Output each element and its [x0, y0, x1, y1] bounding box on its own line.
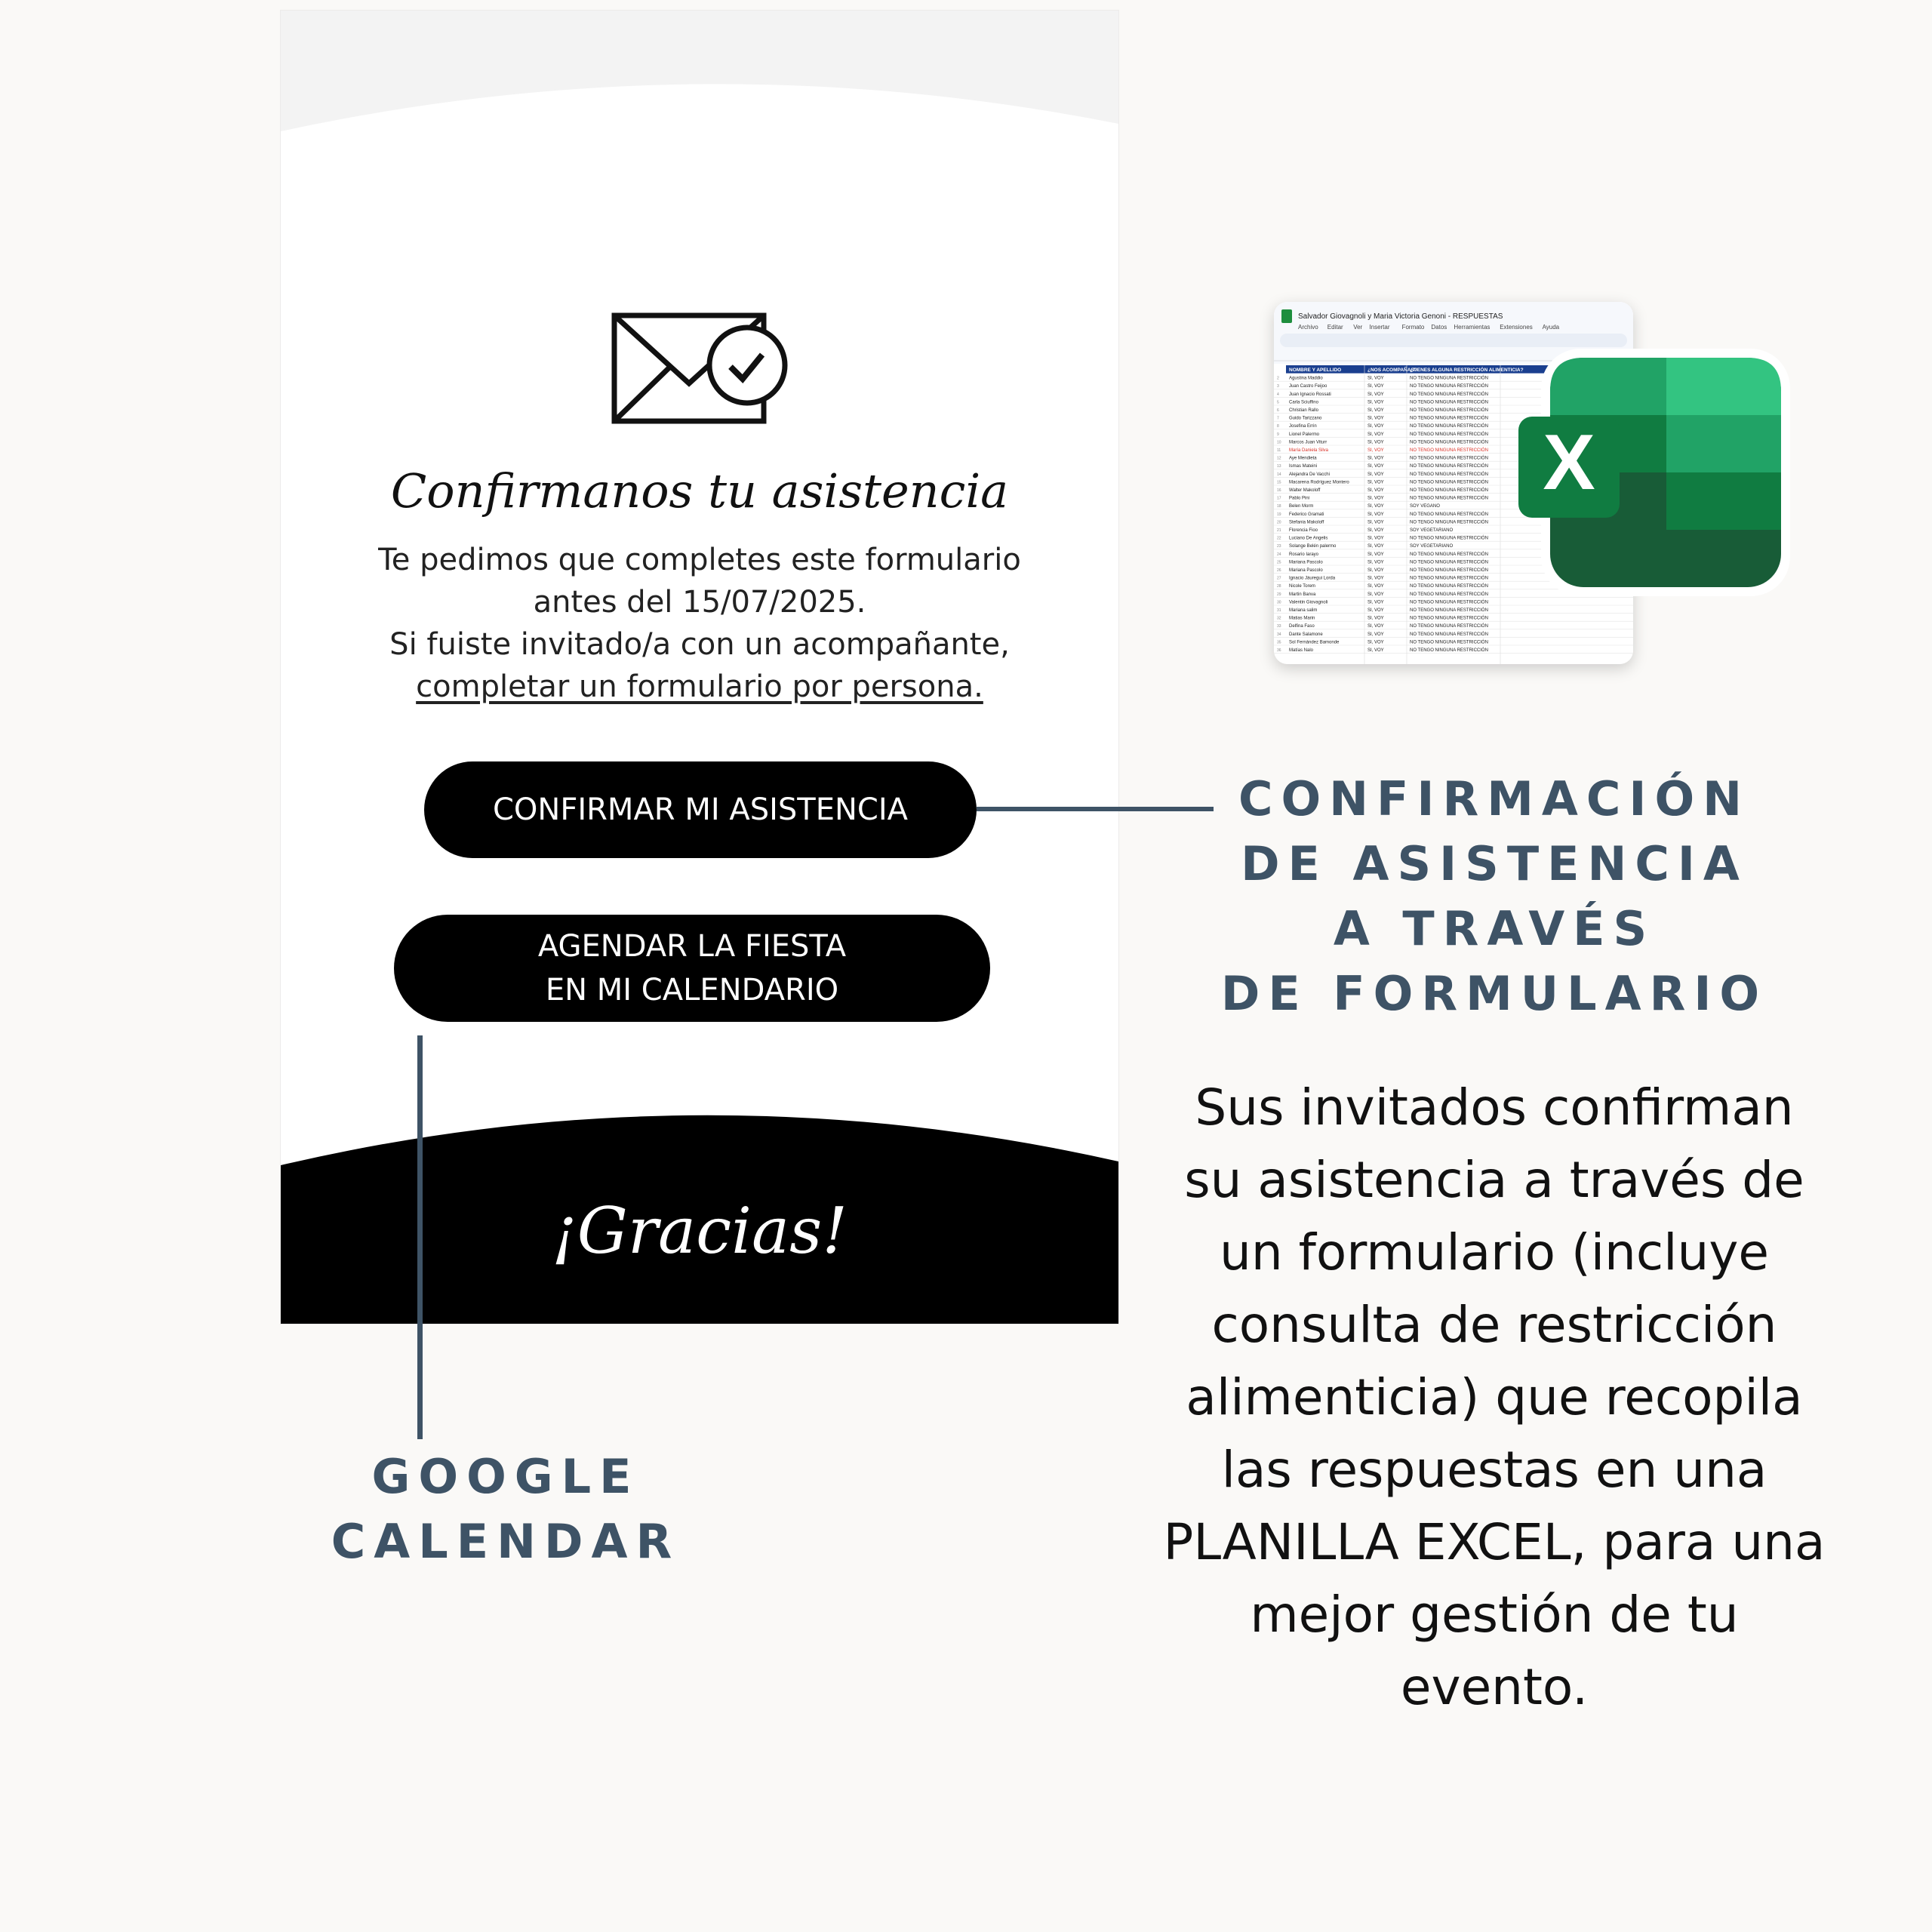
sheet-cell: SI, VOY: [1367, 512, 1384, 517]
sheet-cell: SI, VOY: [1367, 576, 1384, 581]
sheet-cell: NO TENGO NINGUNA RESTRICCIÓN: [1410, 648, 1488, 653]
excel-letter: X: [1543, 419, 1595, 506]
envelope-check-icon: [611, 305, 794, 433]
sheet-row-number: 15: [1277, 480, 1281, 485]
sheet-row-number: 18: [1277, 504, 1281, 509]
sheet-cell: SI, VOY: [1367, 416, 1384, 421]
sheet-cell: SI, VOY: [1367, 488, 1384, 493]
sheet-cell: SI, VOY: [1367, 424, 1384, 429]
sheet-cell: NO TENGO NINGUNA RESTRICCIÓN: [1410, 432, 1488, 437]
form-title: Confirmanos tu asistencia: [390, 463, 1009, 518]
sheet-cell: María Daniela Silva: [1289, 448, 1329, 453]
sheet-cell: Christian Rallo: [1289, 408, 1319, 413]
sheet-cell: SI, VOY: [1367, 632, 1384, 637]
sheet-cell: Ignacio Jáuregui Lorda: [1289, 576, 1336, 581]
sheet-cell: Belen Morm: [1289, 504, 1314, 509]
sheet-row-number: 19: [1277, 512, 1281, 517]
sheet-header-cell: NOMBRE Y APELLIDO: [1289, 368, 1342, 373]
sheet-row-number: 32: [1277, 616, 1281, 621]
sheet-cell: NO TENGO NINGUNA RESTRICCIÓN: [1410, 576, 1488, 581]
sheet-cell: SI, VOY: [1367, 584, 1384, 589]
sheet-cell: Macarena Rodríguez Montero: [1289, 480, 1349, 485]
calendar-feature-heading: [302, 1444, 709, 1574]
instruction-line: Si fuiste invitado/a con un acompañante,: [389, 627, 1010, 662]
sheet-cell: SI, VOY: [1367, 544, 1384, 549]
sheet-cell: Walter Makoloff: [1289, 488, 1321, 493]
heading-line: CONFIRMACIÓN: [1238, 771, 1751, 826]
sheet-cell: Matías Nalo: [1289, 648, 1314, 653]
sheets-logo-icon: [1281, 309, 1292, 323]
sheet-cell: SI, VOY: [1367, 640, 1384, 645]
sheet-cell: NO TENGO NINGUNA RESTRICCIÓN: [1410, 616, 1488, 621]
sheet-row-number: 33: [1277, 624, 1281, 629]
sheet-cell: NO TENGO NINGUNA RESTRICCIÓN: [1410, 488, 1488, 493]
sheet-cell: Federico Gramati: [1289, 512, 1324, 517]
sheet-cell: Lionel Palermo: [1289, 432, 1320, 437]
sheet-cell: SOY VEGETARIANO: [1410, 544, 1454, 549]
sheet-cell: SI, VOY: [1367, 400, 1384, 405]
sheet-cell: Juan Castro Feijoo: [1289, 384, 1327, 389]
calendar-button-label: AGENDAR LA FIESTA: [537, 929, 847, 964]
sheet-cell: SI, VOY: [1367, 432, 1384, 437]
sheet-cell: SOY VEGETARIANO: [1410, 528, 1454, 533]
form-connector-line: [977, 807, 1214, 811]
sheet-cell: Ismas Mateini: [1289, 464, 1318, 469]
sheet-row-number: 25: [1277, 560, 1281, 565]
sheet-row-number: 20: [1277, 520, 1281, 525]
sheet-cell: NO TENGO NINGUNA RESTRICCIÓN: [1410, 392, 1488, 397]
sheet-cell: NO TENGO NINGUNA RESTRICCIÓN: [1410, 640, 1488, 645]
sheet-row-number: 35: [1277, 640, 1281, 645]
form-instructions: [281, 539, 1118, 708]
sheet-cell: Nicole Torem: [1289, 584, 1315, 589]
sheet-cell: Juan Ignacio Rossati: [1289, 392, 1331, 397]
sheet-cell: NO TENGO NINGUNA RESTRICCIÓN: [1410, 592, 1488, 597]
sheet-cell: SI, VOY: [1367, 560, 1384, 565]
sheet-cell: SI, VOY: [1367, 600, 1384, 605]
confirm-attendance-button[interactable]: CONFIRMAR MI ASISTENCIA: [424, 761, 977, 858]
excel-icon: [1515, 346, 1795, 602]
sheet-cell: Alejandra De Vacchi: [1289, 472, 1330, 477]
sheet-menu-item: Archivo: [1298, 324, 1318, 331]
sheet-menu-item: Ayuda: [1542, 324, 1560, 331]
sheet-cell: SI, VOY: [1367, 504, 1384, 509]
sheet-cell: SI, VOY: [1367, 376, 1384, 381]
sheet-menu-item: Formato: [1401, 324, 1425, 331]
feature-description: Sus invitados confirman su asistencia a través de un formulario (incluye consulta de restricción alimenticia) que recopila las respuestas en una PLANILLA EXCEL, para una mejor gestión de tu evento.: [1163, 1078, 1826, 1716]
sheet-row-number: 2: [1277, 376, 1279, 381]
sheet-cell: SOY VEGANO: [1410, 504, 1440, 509]
sheet-cell: Mariana salim: [1289, 608, 1318, 613]
sheet-cell: NO TENGO NINGUNA RESTRICCIÓN: [1410, 496, 1488, 501]
heading-line: DE ASISTENCIA: [1241, 836, 1748, 891]
heading-line: A TRAVÉS: [1333, 901, 1656, 956]
sheet-cell: SI, VOY: [1367, 536, 1384, 541]
sheet-menu-item: Datos: [1431, 324, 1447, 331]
sheet-cell: SI, VOY: [1367, 480, 1384, 485]
sheet-header-cell: ¿TIENES ALGUNA RESTRICCIÓN ALIMENTICIA?: [1410, 368, 1524, 373]
sheet-row-number: 22: [1277, 536, 1281, 541]
sheet-cell: Matias Marin: [1289, 616, 1315, 621]
sheet-row-number: 4: [1277, 392, 1279, 397]
sheet-cell: SI, VOY: [1367, 616, 1384, 621]
sheet-cell: SI, VOY: [1367, 592, 1384, 597]
sheet-cell: NO TENGO NINGUNA RESTRICCIÓN: [1410, 552, 1488, 557]
sheet-cell: NO TENGO NINGUNA RESTRICCIÓN: [1410, 384, 1488, 389]
sheet-row-number: 16: [1277, 488, 1281, 493]
sheet-cell: SI, VOY: [1367, 472, 1384, 477]
sheet-row-number: 23: [1277, 544, 1281, 549]
sheet-menu-item: Editar: [1327, 324, 1343, 331]
sheet-cell: NO TENGO NINGUNA RESTRICCIÓN: [1410, 408, 1488, 413]
sheet-header-cell: ¿NOS ACOMPAÑAS?: [1367, 368, 1417, 373]
sheet-cell: SI, VOY: [1367, 568, 1384, 573]
sheet-cell: SI, VOY: [1367, 520, 1384, 525]
sheet-cell: SI, VOY: [1367, 552, 1384, 557]
sheet-cell: SI, VOY: [1367, 496, 1384, 501]
sheet-row-number: 8: [1277, 424, 1279, 429]
sheet-cell: SI, VOY: [1367, 464, 1384, 469]
sheet-cell: NO TENGO NINGUNA RESTRICCIÓN: [1410, 536, 1488, 541]
heading-line: GOOGLE: [371, 1449, 640, 1504]
sheet-row-number: 3: [1277, 384, 1279, 389]
sheet-cell: Delfina Faso: [1289, 624, 1315, 629]
sheet-cell: NO TENGO NINGUNA RESTRICCIÓN: [1410, 512, 1488, 517]
heading-line: CALENDAR: [331, 1514, 681, 1569]
sheet-row-number: 30: [1277, 600, 1281, 605]
sheet-row-number: 14: [1277, 472, 1281, 477]
sheet-row-number: 9: [1277, 432, 1279, 437]
sheet-cell: Agustina Maddio: [1289, 376, 1323, 381]
instruction-line: Te pedimos que completes este formulario: [378, 543, 1021, 577]
sheet-cell: SI, VOY: [1367, 384, 1384, 389]
form-feature-heading: [1200, 767, 1789, 1026]
sheet-row-number: 12: [1277, 456, 1281, 461]
sheet-row-number: 31: [1277, 608, 1281, 613]
sheet-cell: Josefina Errin: [1289, 424, 1317, 429]
add-to-calendar-button[interactable]: [394, 915, 990, 1022]
sheet-cell: Sol Fernández Bamonde: [1289, 640, 1340, 645]
sheet-cell: NO TENGO NINGUNA RESTRICCIÓN: [1410, 600, 1488, 605]
heading-line: DE FORMULARIO: [1220, 966, 1768, 1021]
sheet-cell: Martin Banva: [1289, 592, 1316, 597]
sheet-cell: NO TENGO NINGUNA RESTRICCIÓN: [1410, 520, 1488, 525]
invitation-form-card: [281, 11, 1118, 1324]
sheet-cell: NO TENGO NINGUNA RESTRICCIÓN: [1410, 464, 1488, 469]
sheet-cell: NO TENGO NINGUNA RESTRICCIÓN: [1410, 584, 1488, 589]
sheet-cell: Rosario Iarayo: [1289, 552, 1319, 557]
sheet-row-number: 34: [1277, 632, 1281, 637]
sheet-row-number: 6: [1277, 408, 1279, 413]
sheet-cell: SI, VOY: [1367, 624, 1384, 629]
sheet-row-number: 27: [1277, 576, 1281, 581]
sheet-cell: NO TENGO NINGUNA RESTRICCIÓN: [1410, 400, 1488, 405]
sheet-cell: NO TENGO NINGUNA RESTRICCIÓN: [1410, 440, 1488, 445]
sheet-cell: NO TENGO NINGUNA RESTRICCIÓN: [1410, 480, 1488, 485]
one-form-per-person-link[interactable]: completar un formulario por persona.: [416, 669, 983, 704]
sheet-cell: Valentin Giovagnoli: [1289, 600, 1328, 605]
sheet-row-number: 13: [1277, 464, 1281, 469]
sheet-row-number: 29: [1277, 592, 1281, 597]
sheet-cell: Stefania Makoloff: [1289, 520, 1324, 525]
sheet-cell: SI, VOY: [1367, 440, 1384, 445]
sheet-cell: NO TENGO NINGUNA RESTRICCIÓN: [1410, 472, 1488, 477]
sheet-cell: SI, VOY: [1367, 648, 1384, 653]
sheet-cell: Marcos Juan Viturr: [1289, 440, 1327, 445]
sheet-cell: SI, VOY: [1367, 448, 1384, 453]
sheet-row-number: 28: [1277, 584, 1281, 589]
sheet-cell: Luciano De Angelis: [1289, 536, 1328, 541]
sheet-menu-item: Extensiones: [1500, 324, 1533, 331]
sheet-cell: Pablo Pini: [1289, 496, 1310, 501]
sheet-cell: Aye Mendieta: [1289, 456, 1317, 461]
sheet-row-number: 10: [1277, 440, 1281, 445]
sheet-cell: NO TENGO NINGUNA RESTRICCIÓN: [1410, 376, 1488, 381]
sheet-row-number: 5: [1277, 400, 1279, 405]
calendar-button-label: EN MI CALENDARIO: [545, 973, 839, 1008]
sheet-cell: NO TENGO NINGUNA RESTRICCIÓN: [1410, 560, 1488, 565]
sheet-cell: Mariana Pascolo: [1289, 568, 1323, 573]
sheet-row-number: 11: [1277, 448, 1281, 453]
sheet-cell: NO TENGO NINGUNA RESTRICCIÓN: [1410, 448, 1488, 453]
sheet-menu-item: Ver: [1353, 324, 1363, 331]
sheet-cell: NO TENGO NINGUNA RESTRICCIÓN: [1410, 568, 1488, 573]
sheet-cell: SI, VOY: [1367, 608, 1384, 613]
sheet-cell: SI, VOY: [1367, 408, 1384, 413]
calendar-connector-line: [417, 1035, 423, 1439]
sheet-cell: NO TENGO NINGUNA RESTRICCIÓN: [1410, 624, 1488, 629]
sheet-menu-item: Herramientas: [1454, 324, 1491, 331]
sheet-row-number: 36: [1277, 648, 1281, 653]
sheet-cell: NO TENGO NINGUNA RESTRICCIÓN: [1410, 456, 1488, 461]
sheet-cell: Solange Belén palermo: [1289, 544, 1337, 549]
sheet-cell: SI, VOY: [1367, 456, 1384, 461]
sheet-row-number: 7: [1277, 416, 1279, 421]
sheet-cell: Florencia Fioo: [1289, 528, 1318, 533]
sheet-cell: Guido Tarizzano: [1289, 416, 1322, 421]
sheet-cell: SI, VOY: [1367, 528, 1384, 533]
sheet-cell: NO TENGO NINGUNA RESTRICCIÓN: [1410, 416, 1488, 421]
sheet-cell: NO TENGO NINGUNA RESTRICCIÓN: [1410, 632, 1488, 637]
sheet-cell: SI, VOY: [1367, 392, 1384, 397]
sheet-title: Salvador Giovagnoli y Maria Victoria Genoni - RESPUESTAS: [1298, 312, 1503, 321]
sheet-menu-item: Insertar: [1369, 324, 1390, 331]
sheet-row-number: 24: [1277, 552, 1281, 557]
deadline-line: antes del 15/07/2025.: [533, 585, 866, 620]
thanks-text: ¡Gracias!: [552, 1194, 848, 1268]
sheet-cell: NO TENGO NINGUNA RESTRICCIÓN: [1410, 424, 1488, 429]
sheet-row-number: 21: [1277, 528, 1281, 533]
sheet-cell: Dante Salamone: [1289, 632, 1323, 637]
sheet-cell: Carla Sciuffino: [1289, 400, 1318, 405]
sheet-row-number: 26: [1277, 568, 1281, 573]
sheet-row-number: 17: [1277, 496, 1281, 501]
sheet-cell: Mariana Pascolo: [1289, 560, 1323, 565]
sheet-cell: NO TENGO NINGUNA RESTRICCIÓN: [1410, 608, 1488, 613]
